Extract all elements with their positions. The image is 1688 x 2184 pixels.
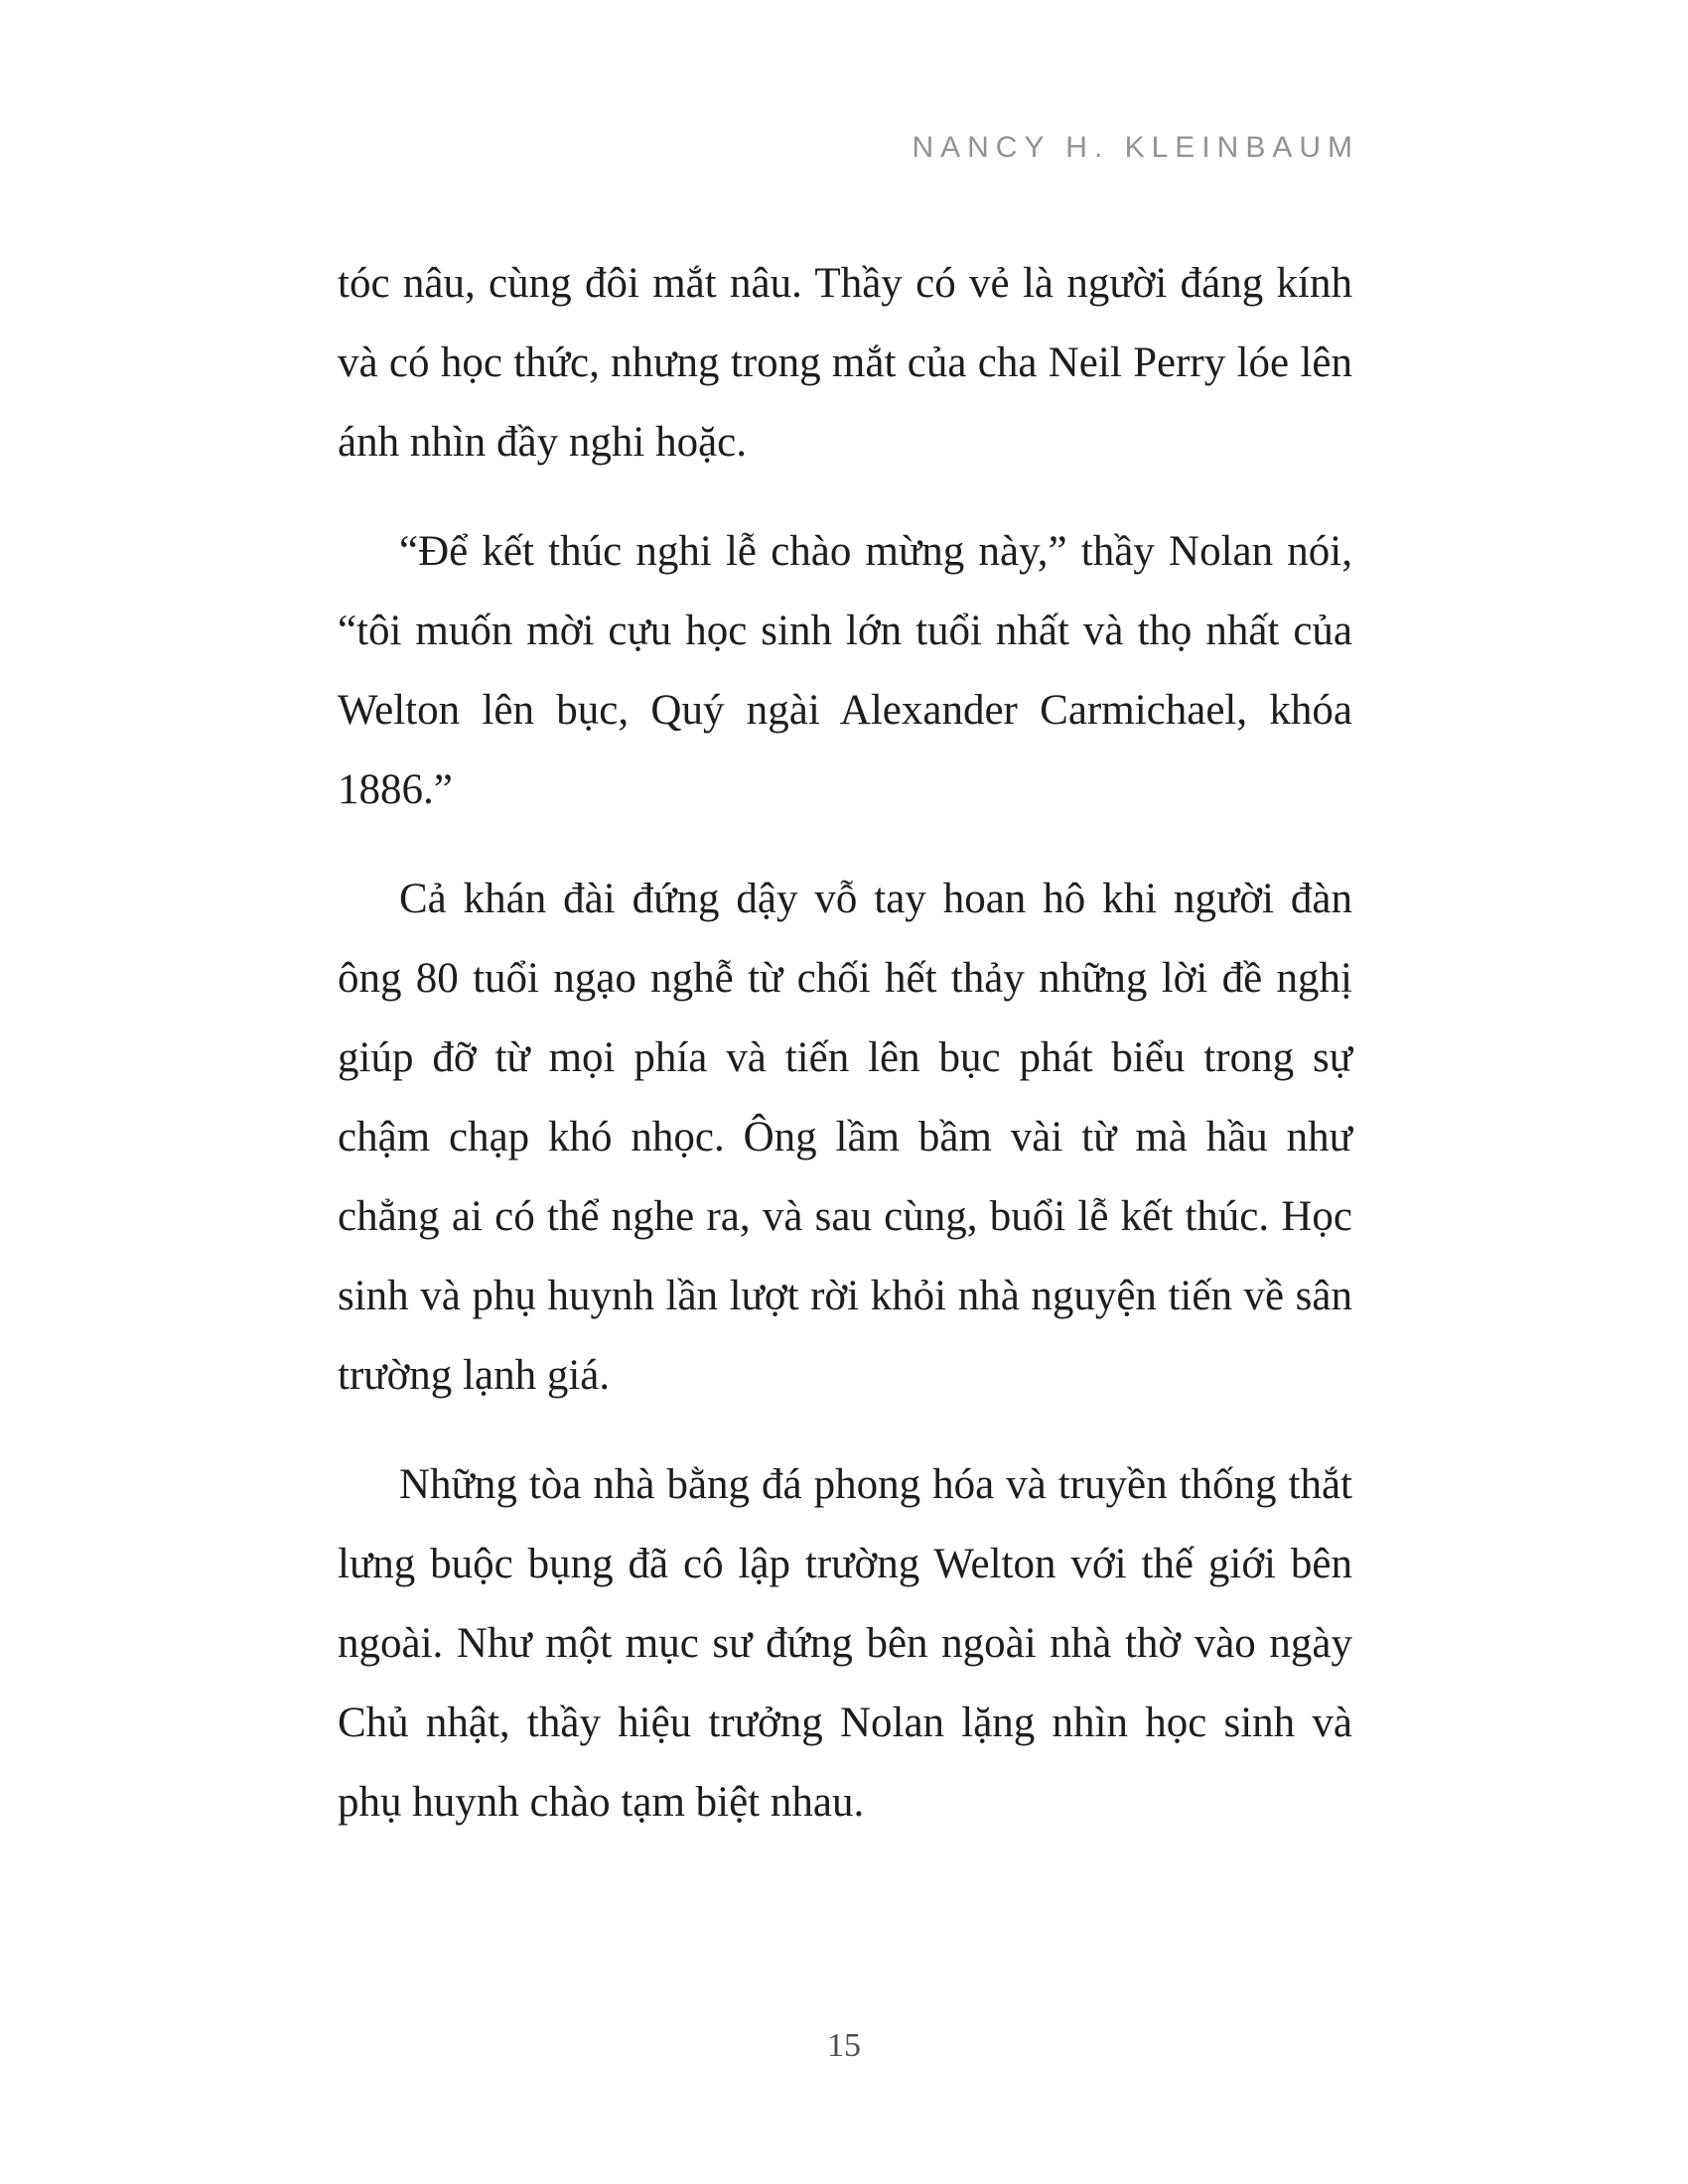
body-paragraph: Những tòa nhà bằng đá phong hóa và truyền thống thắt lưng buộc bụng đã cô lập trường Welton với thế giới bên ngoài. Như một mục sư đứng bên ngoài nhà thờ vào ngày Chủ nhật, thầy hiệu trưởng Nolan lặng nhìn học sinh và phụ huynh chào tạm biệt nhau. (338, 1461, 1352, 1826)
body-paragraph: “Để kết thúc nghi lễ chào mừng này,” thầy Nolan nói, “tôi muốn mời cựu học sinh lớn tuổi nhất và thọ nhất của Welton lên bục, Quý ngài Alexander Carmichael, khóa 1886.” (338, 528, 1352, 813)
body-paragraph: Cả khán đài đứng dậy vỗ tay hoan hô khi người đàn ông 80 tuổi ngạo nghễ từ chối hết thảy những lời đề nghị giúp đỡ từ mọi phía và tiến lên bục phát biểu trong sự chậm chạp khó nhọc. Ông lầm bầm vài từ mà hầu như chẳng ai có thể nghe ra, và sau cùng, buổi lễ kết thúc. Học sinh và phụ huynh lần lượt rời khỏi nhà nguyện tiến về sân trường lạnh giá. (338, 876, 1352, 1399)
body-paragraph: tóc nâu, cùng đôi mắt nâu. Thầy có vẻ là người đáng kính và có học thức, nhưng trong mắt của cha Neil Perry lóe lên ánh nhìn đầy nghi hoặc. (338, 260, 1352, 466)
text-block (338, 131, 1359, 1843)
page-number: 15 (827, 2027, 861, 2064)
running-header-author: NANCY H. KLEINBAUM (912, 131, 1359, 164)
body-text (338, 244, 1352, 1843)
